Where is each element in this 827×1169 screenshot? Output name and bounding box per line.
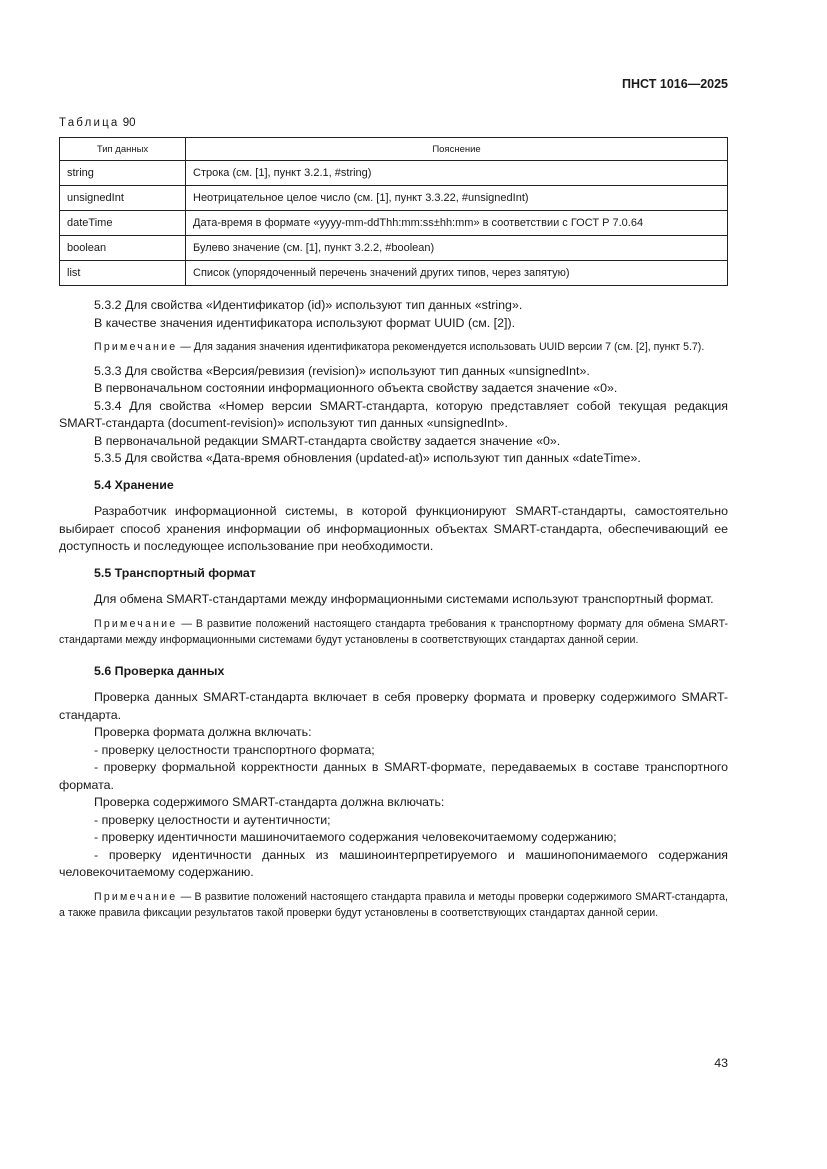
note-label: Примечание [94,617,178,630]
type-cell: boolean [60,236,186,261]
paragraph: В первоначальной редакции SMART-стандарта свойству задается значение «0». [94,433,561,448]
description-cell: Неотрицательное целое число (см. [1], пункт 3.3.22, #unsignedInt) [186,186,728,211]
table-header-row [60,138,728,161]
note [59,889,728,922]
description-cell: Список (упорядоченный перечень значений других типов, через запятую) [186,261,728,286]
note-label: Примечание [94,341,178,353]
paragraph: Проверка содержимого SMART-стандарта должна включать: [94,795,445,809]
heading-text: 5.4 Хранение [94,477,174,492]
page-number: 43 [714,1056,728,1070]
paragraph: Проверка формата должна включать: [94,725,312,739]
paragraph-5-3-3: 5.3.3 Для свойства «Версия/ревизия (revision)» используют тип данных «unsignedInt». [94,363,590,378]
list-item: - проверку идентичности машиночитаемого содержания человекочитаемому содержанию; [94,830,617,844]
table-row [60,211,728,236]
table-row [60,186,728,211]
paragraph: Проверка данных SMART-стандарта включает в себя проверку формата и проверку содержимого SMART-стандарта. [59,690,728,722]
note-text: — Для задания значения идентификатора рекомендуется использовать UUID версии 7 (см. [2], пункт 5.7). [177,341,705,353]
table-row [60,161,728,186]
section-heading-5-5 [59,565,728,583]
document-id: ПНСТ 1016—2025 [622,77,728,91]
note-text: — В развитие положений настоящего стандарта правила и методы проверки содержимого SMART-стандарта, а также правила фиксации результатов такой проверки будут установлены в соответствующих стандартах данной серии. [59,890,728,919]
paragraph: В первоначальном состоянии информационного объекта свойству задается значение «0». [94,381,618,395]
heading-text: 5.6 Проверка данных [94,663,225,678]
list-item: - проверку идентичности данных из машиноинтерпретируемого и машинопонимаемого содержания человекочитаемому содержанию. [59,847,728,879]
paragraph-5-3-2: 5.3.2 Для свойства «Идентификатор (id)» используют тип данных «string». [94,298,523,312]
data-types-table [59,137,728,286]
heading-text: 5.5 Транспортный формат [94,565,256,580]
note-text: — В развитие положений настоящего стандарта требования к транспортному формату для обмена SMART-стандартами между информационными системами будут установлены в соответствующих стандартах данной серии. [59,617,728,646]
list-item: - проверку целостности транспортного формата; [94,742,375,757]
type-cell: string [60,161,186,186]
table-caption-word: Таблица [59,117,120,129]
table-caption [59,117,136,129]
paragraph-5-3-4: 5.3.4 Для свойства «Номер версии SMART-стандарта, которую представляет собой текущая редакция SMART-стандарта (document-revision)» используют тип данных «unsignedInt». [59,398,728,430]
type-cell: list [60,261,186,286]
table-row [60,261,728,286]
list-item: - проверку формальной корректности данных в SMART-формате, передаваемых в составе транспортного формата. [59,760,728,792]
table-row [60,236,728,261]
paragraph-5-3-5: 5.3.5 Для свойства «Дата-время обновления (updated-at)» используют тип данных «dateTime». [94,451,641,465]
paragraph: Разработчик информационной системы, в которой функционируют SMART-стандарты, самостоятельно выбирает способ хранения информации об информационных объектах SMART-стандарта, обеспечивающий ее доступность и последующее использование при необходимости. [59,504,728,553]
col-header-type: Тип данных [60,138,186,161]
section-heading-5-4 [59,477,728,495]
description-cell: Дата-время в формате «yyyy-mm-ddThh:mm:ss±hh:mm» в соответствии с ГОСТ Р 7.0.64 [186,211,728,236]
note-label: Примечание [94,890,178,903]
note [59,616,728,649]
type-cell: dateTime [60,211,186,236]
table-caption-number: 90 [122,117,136,129]
document-body [59,297,728,922]
description-cell: Булево значение (см. [1], пункт 3.2.2, #boolean) [186,236,728,261]
type-cell: unsignedInt [60,186,186,211]
note [59,339,728,356]
list-item: - проверку целостности и аутентичности; [94,812,331,827]
section-heading-5-6 [59,663,728,681]
description-cell: Строка (см. [1], пункт 3.2.1, #string) [186,161,728,186]
paragraph: В качестве значения идентификатора используют формат UUID (см. [2]). [94,315,516,330]
paragraph: Для обмена SMART-стандартами между информационными системами используют транспортный формат. [94,592,714,606]
col-header-description: Пояснение [186,138,728,161]
